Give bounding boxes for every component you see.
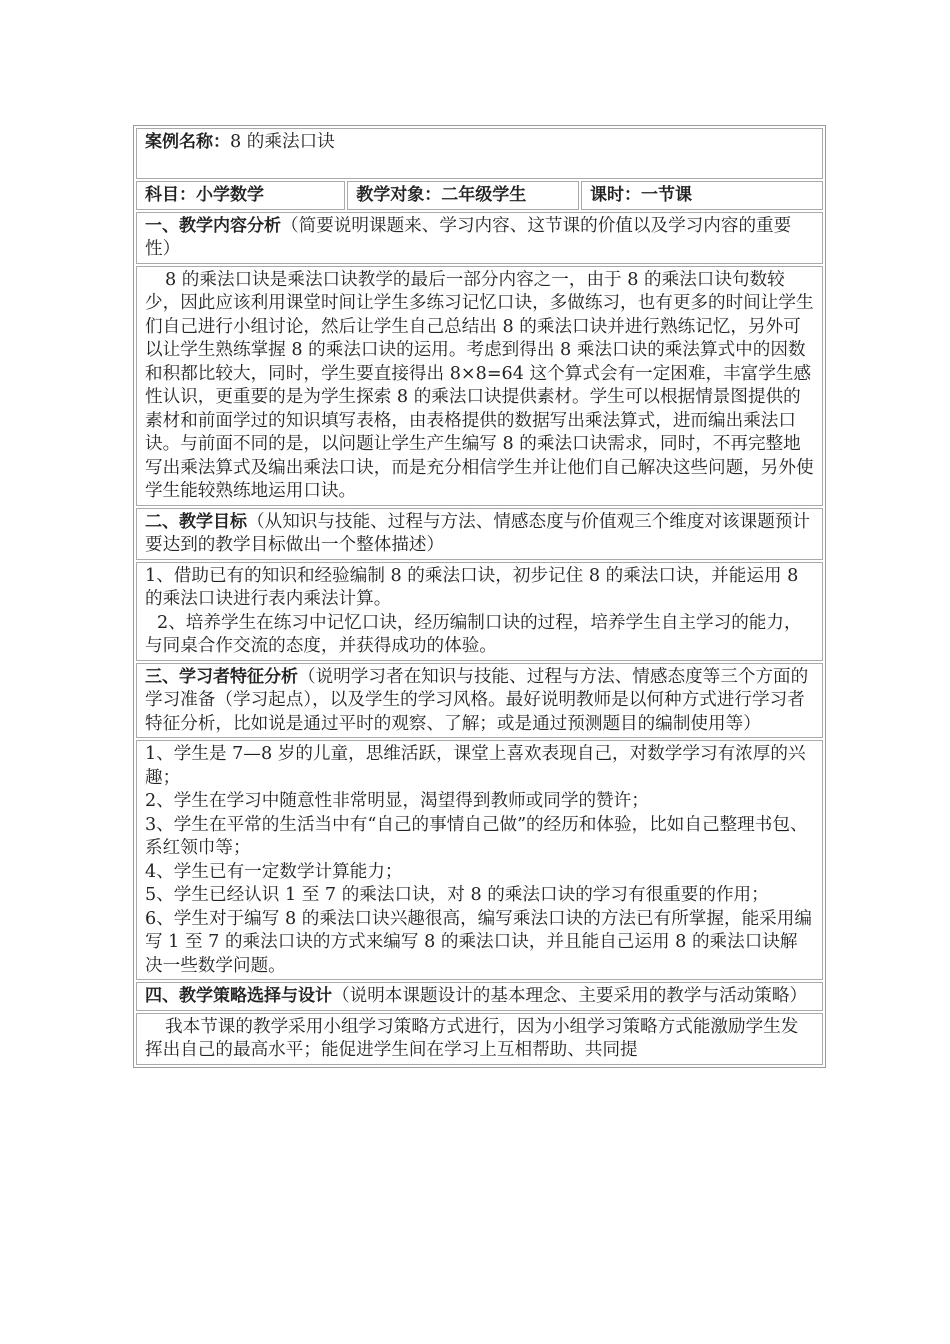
section-1-body: 8 的乘法口诀是乘法口诀教学的最后一部分内容之一，由于 8 的乘法口诀句数较少，因此应该利用课堂时间让学生多练习记忆口诀，多做练习，也有更多的时间让学生们自己进行小组讨论，然后让学生自己总结出 8 的乘法口诀并进行熟练记忆，另外可以让学生熟练掌握 8 的乘法口诀的运用。考虑到得出 8 乘法口诀的乘法算式中的因数和积都比较大，同时，学生要直接得出 8×8=64 这个算式会有一定困难，丰富学生感性认识，更重要的是为学生探索 8 的乘法口诀提供素材。学生可以根据情景图提供的素材和前面学过的知识填写表格，由表格提供的数据写出乘法算式，进而编出乘法口诀。与前面不同的是，以问题让学生产生编写 8 的乘法口诀需求，同时，不再完整地写出乘法算式及编出乘法口诀，而是充分相信学生并让他们自己解决这些问题，另外使学生能较熟练地运用口诀。 (136, 266, 823, 506)
section-4-heading: 四、教学策略选择与设计 (145, 986, 332, 1006)
subject-cell (136, 181, 345, 210)
section-2-heading-row (136, 508, 823, 560)
section-3-heading: 三、学习者特征分析 (145, 666, 298, 687)
list-item: 5、学生已经认识 1 至 7 的乘法口诀，对 8 的乘法口诀的学习有很重要的作用； (145, 885, 769, 905)
case-name-value: 8 的乘法口诀 (230, 132, 335, 152)
audience-cell (347, 181, 579, 210)
section-4-note: （说明本课题设计的基本理念、主要采用的教学与活动策略） (332, 986, 808, 1006)
section-2-heading: 二、教学目标 (145, 511, 247, 532)
case-name-label: 案例名称： (145, 132, 230, 152)
list-item: 1、学生是 7—8 岁的儿童，思维活跃，课堂上喜欢表现自己，对数学学习有浓厚的兴趣； (145, 744, 806, 788)
subject-text: 科目：小学数学 (145, 185, 264, 205)
section-1-body-row (136, 266, 823, 506)
section-3-body-row (136, 740, 823, 980)
section-1-heading-cell (136, 212, 823, 264)
section-2-heading-cell (136, 508, 823, 560)
section-4-heading-row (136, 982, 823, 1011)
section-4-body: 我本节课的教学采用小组学习策略方式进行，因为小组学习策略方式能激励学生发挥出自己的最高水平；能促进学生间在学习上互相帮助、共同提 (136, 1013, 823, 1065)
section-1-heading: 一、教学内容分析 (145, 215, 281, 236)
lesson-plan-table (133, 125, 826, 1068)
section-4-body-row (136, 1013, 823, 1065)
case-name-cell (136, 128, 823, 179)
list-item: 4、学生已有一定数学计算能力； (145, 861, 403, 882)
goal-1: 1、借助已有的知识和经验编制 8 的乘法口诀，初步记住 8 的乘法口诀，并能运用 8 的乘法口诀进行表内乘法计算。 (145, 565, 799, 609)
case-name-row (136, 128, 823, 179)
section-3-note: （说明学习者在知识与技能、过程与方法、情感态度等三个方面的学习准备（学习起点），以及学生的学习风格。最好说明教师是以何种方式进行学习者特征分析，比如说是通过平时的观察、了解；或是通过预测题目的编制使用等） (145, 666, 809, 734)
list-item: 6、学生对于编写 8 的乘法口诀兴趣很高，编写乘法口诀的方法已有所掌握，能采用编写 1 至 7 的乘法口诀的方式来编写 8 的乘法口诀，并且能自己运用 8 的乘法口诀解决一些数学问题。 (145, 908, 812, 976)
period-cell (581, 181, 823, 210)
list-item: 2、学生在学习中随意性非常明显，渴望得到教师或同学的赞许； (145, 791, 649, 811)
section-1-heading-row (136, 212, 823, 264)
info-row (136, 181, 823, 210)
goal-2: 2、培养学生在练习中记忆口诀，经历编制口诀的过程，培养学生自主学习的能力，与同桌合作交流的态度，并获得成功的体验。 (145, 612, 802, 656)
lesson-plan-document (133, 125, 826, 1068)
section-2-body (136, 562, 823, 661)
section-3-heading-row (136, 663, 823, 739)
section-4-heading-cell (136, 982, 823, 1011)
list-item: 3、学生在平常的生活当中有“自己的事情自己做”的经历和体验，比如自己整理书包、系红领巾等； (145, 814, 808, 858)
section-2-body-row (136, 562, 823, 661)
section-2-note: （从知识与技能、过程与方法、情感态度与价值观三个维度对该课题预计要达到的教学目标做出一个整体描述） (145, 511, 811, 555)
section-1-note: （简要说明课题来、学习内容、这节课的价值以及学习内容的重要性） (145, 215, 792, 259)
section-3-heading-cell (136, 663, 823, 739)
period-text: 课时：一节课 (590, 185, 693, 205)
section-3-body (136, 740, 823, 980)
audience-text: 教学对象：二年级学生 (356, 185, 527, 205)
